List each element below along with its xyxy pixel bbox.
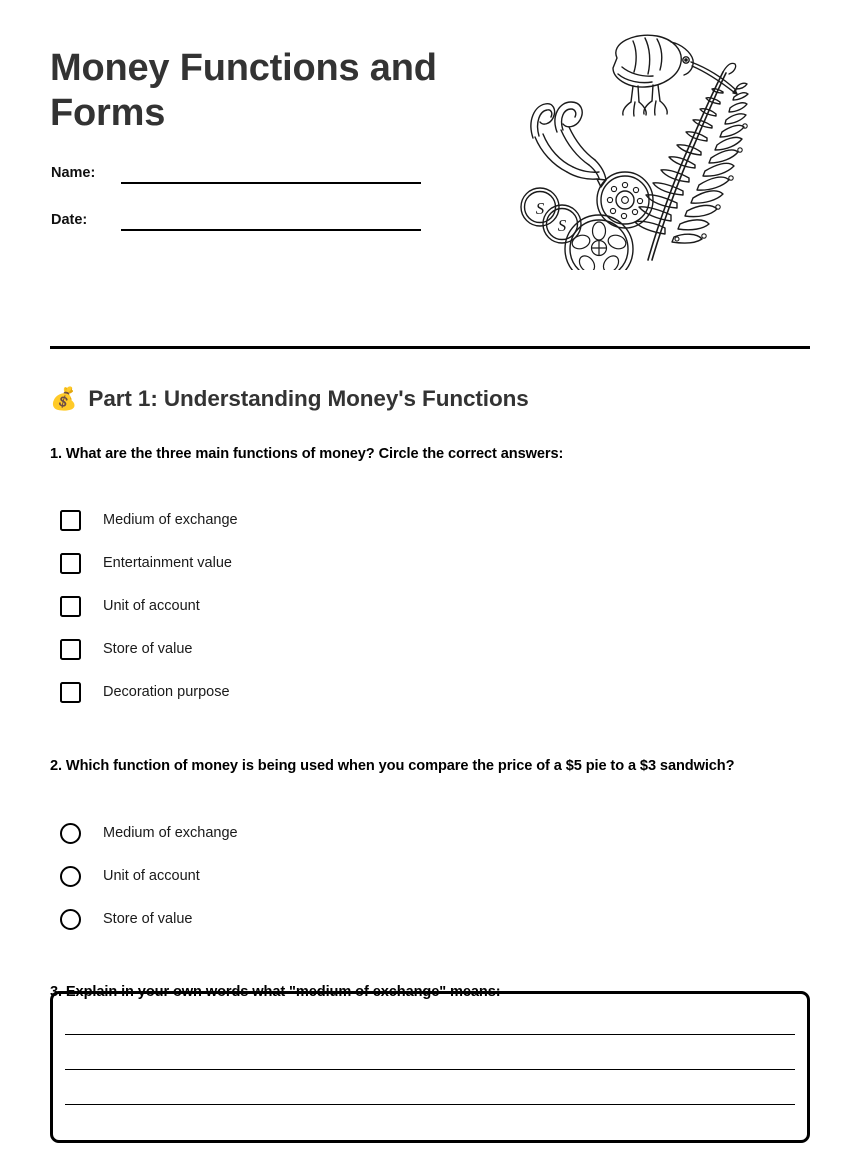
question-1-options: [60, 509, 238, 703]
name-field-label: Name:: [51, 165, 96, 181]
radio-icon[interactable]: [60, 823, 81, 844]
radio-option[interactable]: [60, 865, 238, 887]
checkbox-option[interactable]: [60, 509, 238, 531]
svg-text:S: S: [535, 199, 545, 218]
option-label: Store of value: [103, 641, 193, 657]
dollar-coins-icon: [521, 172, 653, 270]
question-2-prompt: 2. Which function of money is being used when you compare the price of a $5 pie to a $3 sandwich?: [50, 758, 735, 774]
question-3-answer-box[interactable]: [50, 991, 810, 1143]
koru-frond-icon: [531, 102, 606, 187]
checkbox-icon[interactable]: [60, 639, 81, 660]
checkbox-icon[interactable]: [60, 596, 81, 617]
name-input-line[interactable]: [121, 182, 421, 184]
radio-icon[interactable]: [60, 866, 81, 887]
answer-writing-lines: [65, 994, 795, 1140]
option-label: Unit of account: [103, 598, 200, 614]
answer-line: [65, 1034, 795, 1035]
radio-option[interactable]: [60, 908, 238, 930]
option-label: Medium of exchange: [103, 512, 238, 528]
question-3-prompt: 3. Explain in your own words what "medium of exchange" means:: [50, 984, 501, 1000]
money-bag-icon: 💰: [50, 386, 78, 411]
option-label: Unit of account: [103, 868, 200, 884]
section-heading: [50, 386, 529, 412]
checkbox-option[interactable]: [60, 638, 238, 660]
checkbox-icon[interactable]: [60, 682, 81, 703]
section-title: Part 1: Understanding Money's Functions: [88, 386, 529, 411]
new-zealand-illustration: [505, 10, 770, 270]
date-field-label: Date:: [51, 212, 88, 228]
question-2-options: [60, 822, 238, 951]
header-divider: [50, 346, 810, 349]
date-field-row: [51, 212, 421, 228]
svg-text:S: S: [557, 216, 567, 235]
checkbox-icon[interactable]: [60, 553, 81, 574]
checkbox-option[interactable]: [60, 681, 238, 703]
question-1-prompt: 1. What are the three main functions of money? Circle the correct answers:: [50, 446, 564, 462]
option-label: Entertainment value: [103, 555, 232, 571]
answer-line: [65, 1069, 795, 1070]
date-input-line[interactable]: [121, 229, 421, 231]
radio-option[interactable]: [60, 822, 238, 844]
option-label: Decoration purpose: [103, 684, 230, 700]
name-field-row: [51, 165, 421, 181]
radio-icon[interactable]: [60, 909, 81, 930]
answer-line: [65, 1104, 795, 1105]
checkbox-option[interactable]: [60, 595, 238, 617]
checkbox-option[interactable]: [60, 552, 238, 574]
option-label: Medium of exchange: [103, 825, 238, 841]
option-label: Store of value: [103, 911, 193, 927]
checkbox-icon[interactable]: [60, 510, 81, 531]
page-title: Money Functions and Forms: [50, 47, 437, 134]
